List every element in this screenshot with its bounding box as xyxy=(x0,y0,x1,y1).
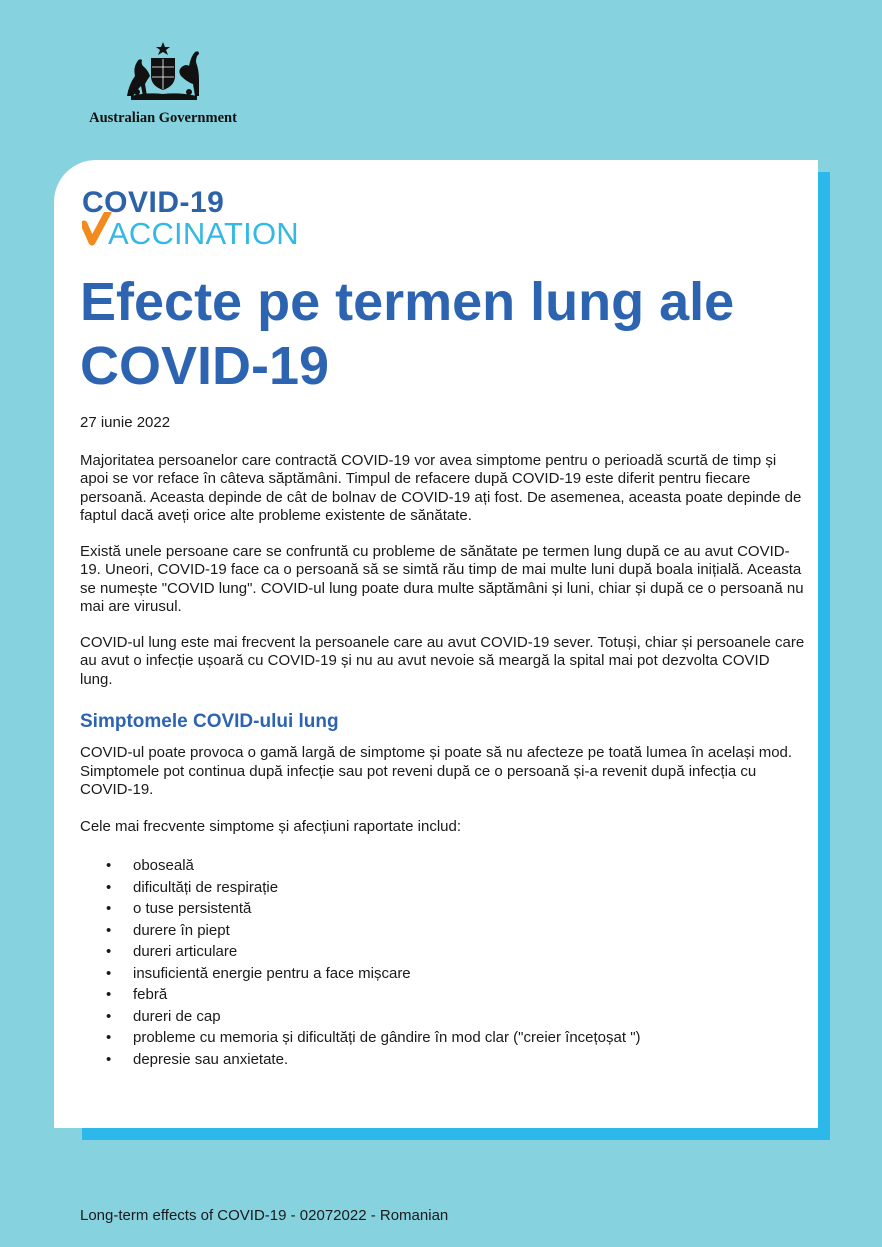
bullet-icon: • xyxy=(106,1050,112,1068)
page-title: Efecte pe termen lung ale COVID-19 xyxy=(80,272,735,396)
list-item xyxy=(80,1049,805,1071)
brand-line2: ACCINATION xyxy=(108,216,299,251)
symptom-text: dureri de cap xyxy=(133,1007,221,1025)
list-item xyxy=(80,855,805,877)
brand-line1: COVID-19 xyxy=(82,186,225,219)
paragraph-2: Există unele persoane care se confruntă cu probleme de sănătate pe termen lung după ce au avut COVID-19. Uneori, COVID-19 face ca o persoană să se simtă rău timp de mai multe luni după boala inițială. Aceasta se numește "COVID lung". COVID-ul lung poate dura multe săptămâni și luni, chiar și după ce o persoană nu mai are virusul. xyxy=(80,542,804,615)
bullet-icon: • xyxy=(106,1029,112,1046)
bullet-icon: • xyxy=(106,921,112,939)
list-item xyxy=(80,920,805,942)
symptom-text: febră xyxy=(133,986,168,1003)
bullet-icon: • xyxy=(106,943,112,960)
bullet-icon: • xyxy=(106,1007,112,1025)
list-item xyxy=(80,1006,805,1028)
symptom-text: durere în piept xyxy=(133,921,230,939)
symptom-text: depresie sau anxietate. xyxy=(133,1050,289,1068)
bullet-icon: • xyxy=(106,986,112,1003)
paragraph-1: Majoritatea persoanelor care contractă COVID-19 vor avea simptome pentru o perioadă scurtă de timp și apoi se vor reface în câteva săptămâni. Timpul de refacere după COVID-19 este diferit pentru fiecare persoană. Aceasta depinde de cât de bolnav de COVID-19 ați fost. De asemenea, aceasta poate depinde de faptul dacă aveți orice alte probleme existente de sănătate. xyxy=(80,451,802,524)
australian-government-logo xyxy=(80,40,246,126)
section-body: COVID-ul poate provoca o gamă largă de simptome și poate să nu afecteze pe toată lumea în același mod. Simptomele pot continua după infecție sau pot reveni după ce o persoană și-a revenit după infecția cu COVID-19. xyxy=(80,744,793,798)
symptom-text: probleme cu memoria și dificultăți de gândire în mod clar ("creier încețoșat ") xyxy=(133,1029,641,1046)
list-item xyxy=(80,963,805,985)
symptom-text: insuficientă energie pentru a face mișcare xyxy=(133,964,411,982)
document-body xyxy=(80,414,805,1070)
bullet-icon: • xyxy=(106,878,112,896)
list-intro: Cele mai frecvente simptome și afecțiuni raportate includ: xyxy=(80,817,462,835)
paragraph-3: COVID-ul lung este mai frecvent la persoanele care au avut COVID-19 sever. Totuși, chiar și persoanele care au avut o infecție ușoară cu COVID-19 și nu au avut nevoie să meargă la spital mai pot dezvolta COVID lung. xyxy=(80,633,805,688)
footer-text: Long-term effects of COVID-19 - 02072022 - Romanian xyxy=(80,1207,449,1224)
government-name: Australian Government xyxy=(89,110,237,126)
symptom-list xyxy=(80,855,805,1070)
symptom-text: dificultăți de respirație xyxy=(133,878,279,896)
symptom-text: dureri articulare xyxy=(133,943,238,960)
list-item xyxy=(80,1027,805,1049)
section-heading: Simptomele COVID-ului lung xyxy=(80,711,339,732)
covid-vaccination-logo xyxy=(82,186,322,252)
list-item xyxy=(80,984,805,1006)
publication-date: 27 iunie 2022 xyxy=(80,414,171,431)
symptom-text: o tuse persistentă xyxy=(133,900,252,917)
list-item xyxy=(80,941,805,963)
bullet-icon: • xyxy=(106,857,112,874)
bullet-icon: • xyxy=(106,900,112,917)
list-item xyxy=(80,877,805,899)
symptom-text: oboseală xyxy=(133,857,194,874)
list-item xyxy=(80,898,805,920)
coat-of-arms-emblem xyxy=(117,40,209,102)
bullet-icon: • xyxy=(106,964,112,982)
